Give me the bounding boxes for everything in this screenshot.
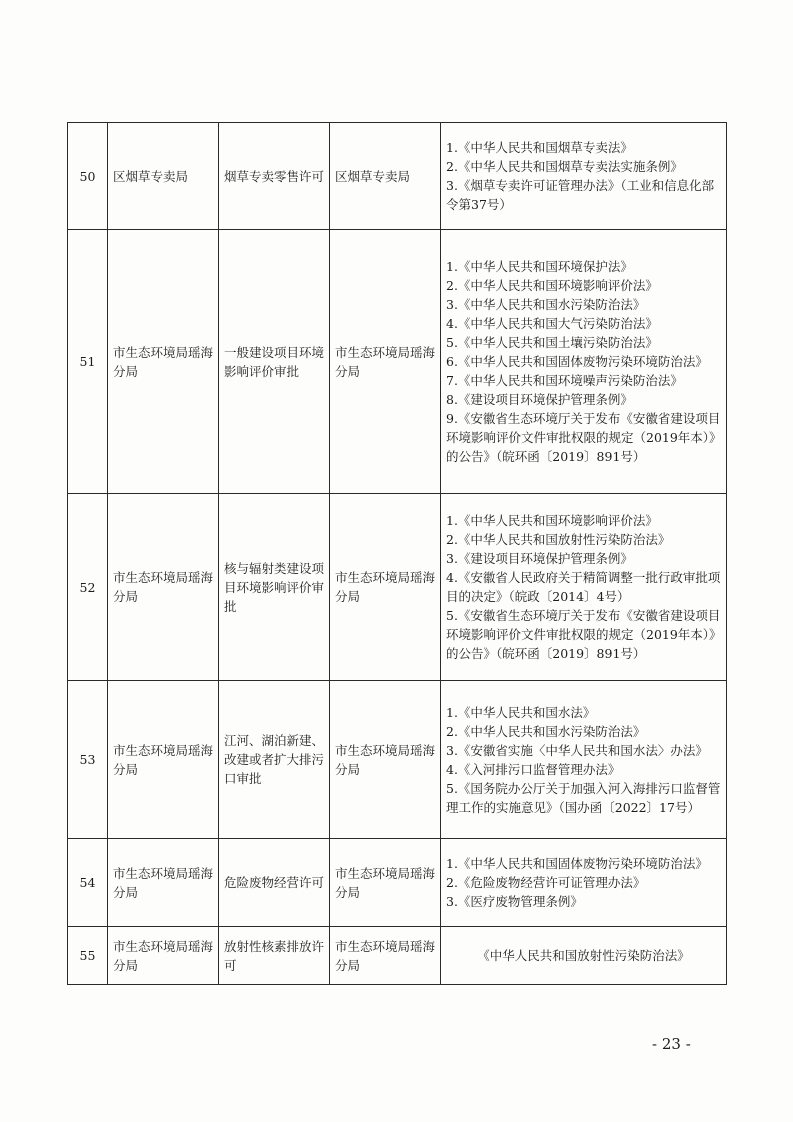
item-cell: 一般建设项目环境影响评价审批 — [219, 230, 330, 494]
basis-line: 1.《中华人民共和国固体废物污染环境防治法》 — [446, 856, 708, 871]
table-row — [68, 123, 727, 230]
item-cell: 放射性核素排放许可 — [219, 927, 330, 985]
permit-table — [67, 122, 727, 985]
basis-cell — [441, 927, 727, 985]
table-row — [68, 494, 727, 681]
item-cell: 江河、湖泊新建、改建或者扩大排污口审批 — [219, 681, 330, 839]
implementer-cell: 市生态环境局瑶海分局 — [330, 230, 441, 494]
implementer-cell: 市生态环境局瑶海分局 — [330, 494, 441, 681]
item-cell: 危险废物经营许可 — [219, 839, 330, 927]
item-cell: 烟草专卖零售许可 — [219, 123, 330, 230]
row-number: 53 — [68, 681, 108, 839]
basis-cell — [441, 123, 727, 230]
basis-line: 8.《建设项目环境保护管理条例》 — [446, 392, 633, 407]
basis-line: 3.《安徽省实施〈中华人民共和国水法〉办法》 — [446, 742, 708, 758]
department-cell: 市生态环境局瑶海分局 — [108, 230, 219, 494]
basis-line: 3.《医疗废物管理条例》 — [446, 894, 583, 909]
basis-line: 5.《安徽省生态环境厅关于发布《安徽省建设项目环境影响评价文件审批权限的规定（2019年本）》的公告》（皖环函〔2019〕891号） — [446, 608, 721, 661]
basis-line: 1.《中华人民共和国烟草专卖法》 — [446, 140, 633, 155]
implementer-cell: 市生态环境局瑶海分局 — [330, 927, 441, 985]
department-cell: 市生态环境局瑶海分局 — [108, 681, 219, 839]
basis-line: 1.《中华人民共和国环境影响评价法》 — [446, 513, 658, 528]
row-number: 55 — [68, 927, 108, 985]
basis-line: 9.《安徽省生态环境厅关于发布《安徽省建设项目环境影响评价文件审批权限的规定（2019年本）》的公告》（皖环函〔2019〕891号） — [446, 411, 721, 464]
basis-line: 《中华人民共和国放射性污染防治法》 — [477, 948, 690, 963]
implementer-cell: 市生态环境局瑶海分局 — [330, 681, 441, 839]
basis-line: 2.《中华人民共和国水污染防治法》 — [446, 723, 646, 739]
basis-line: 4.《中华人民共和国大气污染防治法》 — [446, 316, 658, 331]
table-row — [68, 230, 727, 494]
basis-line: 2.《危险废物经营许可证管理办法》 — [446, 875, 646, 890]
basis-line: 1.《中华人民共和国环境保护法》 — [446, 259, 633, 274]
department-cell: 市生态环境局瑶海分局 — [108, 927, 219, 985]
basis-line: 4.《入河排污口监督管理办法》 — [446, 761, 621, 777]
basis-line: 5.《中华人民共和国土壤污染防治法》 — [446, 335, 658, 350]
table-row — [68, 927, 727, 985]
row-number: 54 — [68, 839, 108, 927]
basis-line: 1.《中华人民共和国水法》 — [446, 704, 596, 720]
basis-line: 2.《中华人民共和国放射性污染防治法》 — [446, 532, 671, 547]
department-cell: 市生态环境局瑶海分局 — [108, 839, 219, 927]
basis-cell — [441, 839, 727, 927]
row-number: 52 — [68, 494, 108, 681]
basis-line: 3.《烟草专卖许可证管理办法》（工业和信息化部令第37号） — [446, 178, 715, 212]
basis-line: 3.《建设项目环境保护管理条例》 — [446, 551, 633, 566]
table-row — [68, 681, 727, 839]
basis-line: 6.《中华人民共和国固体废物污染环境防治法》 — [446, 354, 708, 369]
department-cell: 区烟草专卖局 — [108, 123, 219, 230]
basis-line: 5.《国务院办公厅关于加强入河入海排污口监督管理工作的实施意见》（国办函〔2022〕17号） — [446, 780, 721, 815]
basis-cell — [441, 230, 727, 494]
row-number: 51 — [68, 230, 108, 494]
department-cell: 市生态环境局瑶海分局 — [108, 494, 219, 681]
basis-line: 4.《安徽省人民政府关于精简调整一批行政审批项目的决定》（皖政〔2014〕4号） — [446, 570, 721, 604]
implementer-cell: 区烟草专卖局 — [330, 123, 441, 230]
table-body — [68, 123, 727, 985]
table-row — [68, 839, 727, 927]
basis-line: 7.《中华人民共和国环境噪声污染防治法》 — [446, 373, 683, 388]
row-number: 50 — [68, 123, 108, 230]
implementer-cell: 市生态环境局瑶海分局 — [330, 839, 441, 927]
basis-cell — [441, 681, 727, 839]
basis-line: 2.《中华人民共和国烟草专卖法实施条例》 — [446, 159, 683, 174]
basis-line: 2.《中华人民共和国环境影响评价法》 — [446, 278, 658, 293]
basis-cell — [441, 494, 727, 681]
item-cell: 核与辐射类建设项目环境影响评价审批 — [219, 494, 330, 681]
page-number: - 23 - — [652, 1035, 691, 1053]
basis-line: 3.《中华人民共和国水污染防治法》 — [446, 297, 646, 312]
